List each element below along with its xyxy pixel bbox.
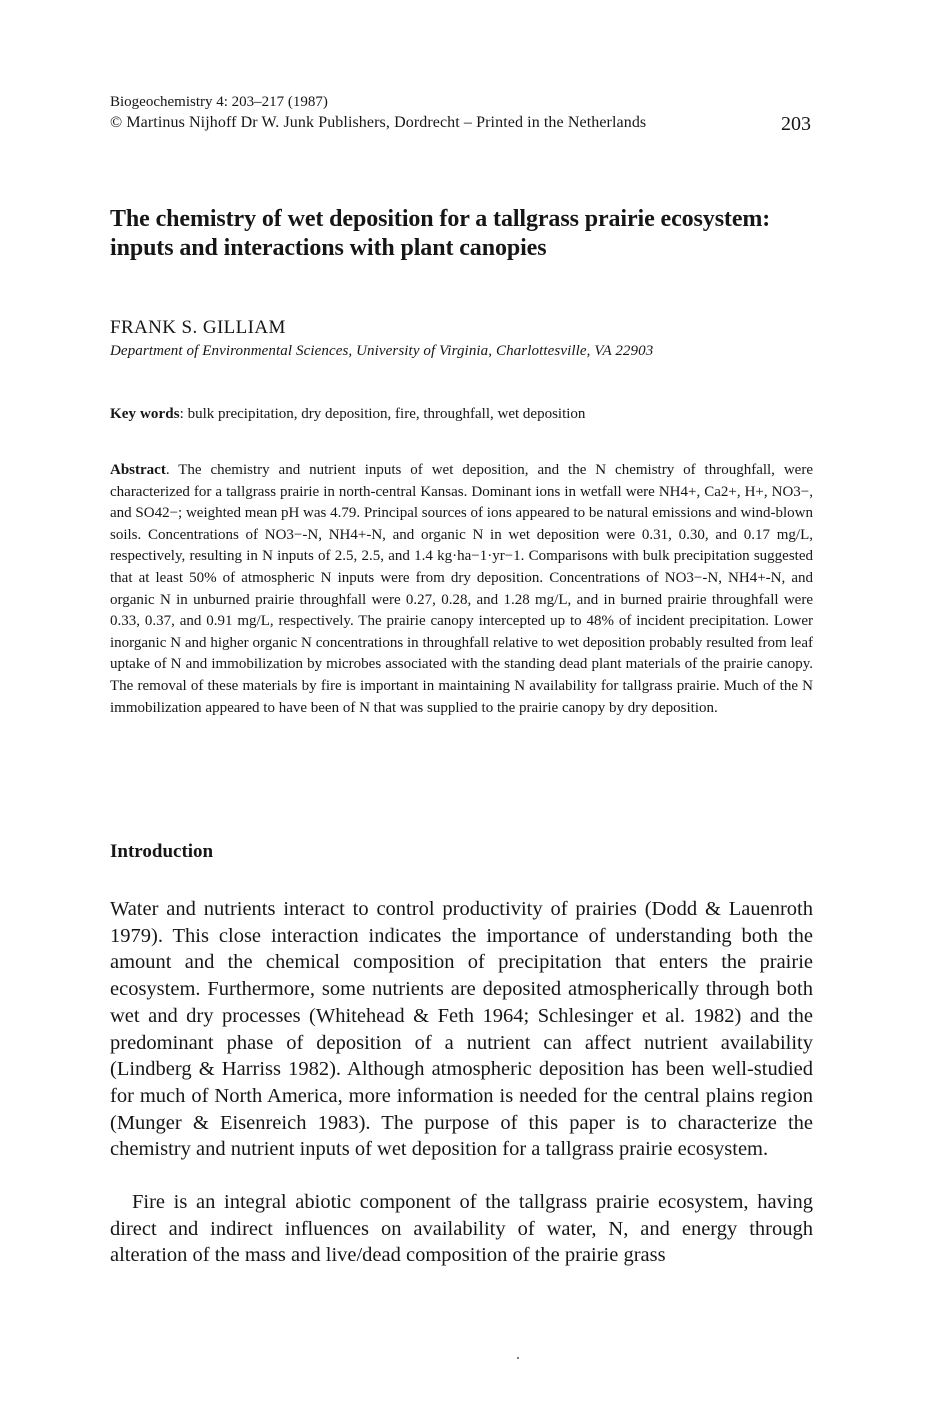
keywords-text: : bulk precipitation, dry deposition, fire, throughfall, wet deposition bbox=[179, 406, 586, 422]
keywords-label: Key words bbox=[110, 406, 180, 422]
author-affiliation: Department of Environmental Sciences, University of Virginia, Charlottesville, VA 22903 bbox=[110, 343, 654, 359]
page-number: 203 bbox=[781, 113, 811, 135]
intro-paragraph-1: Water and nutrients interact to control productivity of prairies (Dodd & Lauenroth 1979). This close interaction indicates the importance of understanding both the amount and the chemical composition of precipitation that enters the prairie ecosystem. Furthermore, some nutrients are deposited atmospherically through both wet and dry processes (Whitehead & Feth 1964; Schlesinger et al. 1982) and the predominant phase of deposition of a nutrient can affect nutrient availability (Lindberg & Harriss 1982). Although atmospheric deposition has been well-studied for much of North America, more information is needed for the central plains region (Munger & Eisenreich 1983). The purpose of this paper is to characterize the chemistry and nutrient inputs of wet deposition for a tallgrass prairie ecosystem. bbox=[110, 898, 813, 1161]
journal-citation: Biogeochemistry 4: 203–217 (1987) bbox=[110, 94, 328, 110]
stray-mark bbox=[517, 1357, 519, 1359]
intro-paragraph-2: Fire is an integral abiotic component of the tallgrass prairie ecosystem, having direct and indirect influences on availability of water, N, and energy through alteration of the mass and live/dead composition of the prairie grass bbox=[110, 1191, 813, 1267]
abstract bbox=[110, 460, 813, 719]
keywords bbox=[110, 406, 585, 423]
article-title: The chemistry of wet deposition for a tallgrass prairie ecosystem: inputs and interactions with plant canopies bbox=[110, 206, 771, 261]
section-heading-introduction: Introduction bbox=[110, 841, 214, 862]
publisher-line: © Martinus Nijhoff Dr W. Junk Publishers, Dordrecht – Printed in the Netherlands bbox=[110, 114, 647, 131]
abstract-label: Abstract bbox=[110, 462, 166, 478]
abstract-text: . The chemistry and nutrient inputs of wet deposition, and the N chemistry of throughfall, were characterized for a tallgrass prairie in north-central Kansas. Dominant ions in wetfall were NH4+, Ca2+, H+, NO3−, and SO42−; weighted mean pH was 4.79. Principal sources of ions appeared to be natural emissions and wind-blown soils. Concentrations of NO3−-N, NH4+-N, and organic N in wet deposition were 0.31, 0.30, and 0.17 mg/L, respectively, resulting in N inputs of 2.5, 2.5, and 1.4 kg·ha−1·yr−1. Comparisons with bulk precipitation suggested that at least 50% of atmospheric N inputs were from dry deposition. Concentrations of NO3−-N, NH4+-N, and organic N in unburned prairie throughfall were 0.27, 0.28, and 1.28 mg/L, and in burned prairie throughfall were 0.33, 0.37, and 0.91 mg/L, respectively. The prairie canopy intercepted up to 48% of incident precipitation. Lower inorganic N and higher organic N concentrations in throughfall relative to wet deposition probably resulted from leaf uptake of N and immobilization by microbes associated with the standing dead plant materials of the prairie canopy. The removal of these materials by fire is important in maintaining N availability for tallgrass prairie. Much of the N immobilization appeared to have been of N that was supplied to the prairie canopy by dry deposition. bbox=[110, 462, 813, 716]
author-name: FRANK S. GILLIAM bbox=[110, 317, 286, 338]
